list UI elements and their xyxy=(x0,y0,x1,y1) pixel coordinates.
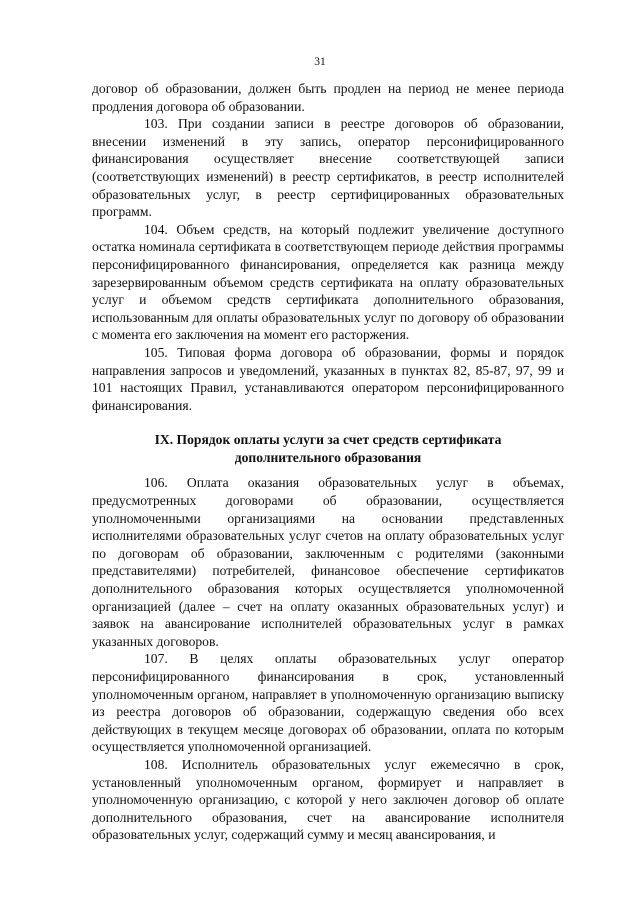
paragraph-103: 103. При создании записи в реестре договоров об образовании, внесении изменений в эту запись, оператор персонифицированного финансирования осуществляет внесение соответствующей записи (соответствующих изменений) в реестр сертификатов, в реестр исполнителей образовательных услуг, в реестр сертифицированных образовательных программ. xyxy=(92,116,564,220)
document-body xyxy=(92,80,564,844)
paragraph-107: 107. В целях оплаты образовательных услуг оператор персонифицированного финансирования в срок, установленный уполномоченным органом, направляет в уполномоченную организацию выписку из реестра договоров об образовании, содержащую сведения обо всех действующих в текущем месяце договорах об образовании, оплата по которым осуществляется уполномоченной организацией. xyxy=(92,651,564,755)
section-heading xyxy=(92,431,564,466)
paragraph-105: 105. Типовая форма договора об образовании, формы и порядок направления запросов и уведомлений, указанных в пунктах 82, 85-87, 97, 99 и 101 настоящих Правил, устанавливаются оператором персонифицированного финансирования. xyxy=(92,344,564,413)
section-heading-line-1: IX. Порядок оплаты услуги за счет средств сертификата xyxy=(154,432,502,448)
paragraph-106: 106. Оплата оказания образовательных услуг в объемах, предусмотренных договорами об образовании, осуществляется уполномоченными организациями на основании представленных исполнителями образовательных услуг счетов на оплату образовательных услуг по договорам об образовании, заключенным с родителями (законными представителями) потребителей, финансовое обеспечение сертификатов дополнительного образования которых осуществляется уполномоченной организацией (далее – счет на оплату оказанных образовательных услуг) и заявок на авансирование исполнителей образовательных услуг в рамках указанных договоров. xyxy=(92,475,564,649)
section-heading-line-2: дополнительного образования xyxy=(234,449,422,465)
page-number: 31 xyxy=(314,56,326,68)
paragraph-104: 104. Объем средств, на который подлежит увеличение доступного остатка номинала сертификата в соответствующем периоде действия программы персонифицированного финансирования, определяется как разница между зарезервированным объемом средств сертификата на оплату образовательных услуг и объемом средств сертификата дополнительного образования, использованным для оплаты образовательных услуг по договору об образовании с момента его заключения на момент его расторжения. xyxy=(92,221,564,343)
paragraph-continuation: договор об образовании, должен быть продлен на период не менее периода продления договора об образовании. xyxy=(92,81,564,114)
paragraph-108: 108. Исполнитель образовательных услуг ежемесячно в срок, установленный уполномоченным органом, формирует и направляет в уполномоченную организацию, с которой у него заключен договор об оплате дополнительного образования, счет на авансирование исполнителя образовательных услуг, содержащий сумму и месяц авансирования, и xyxy=(92,756,564,843)
